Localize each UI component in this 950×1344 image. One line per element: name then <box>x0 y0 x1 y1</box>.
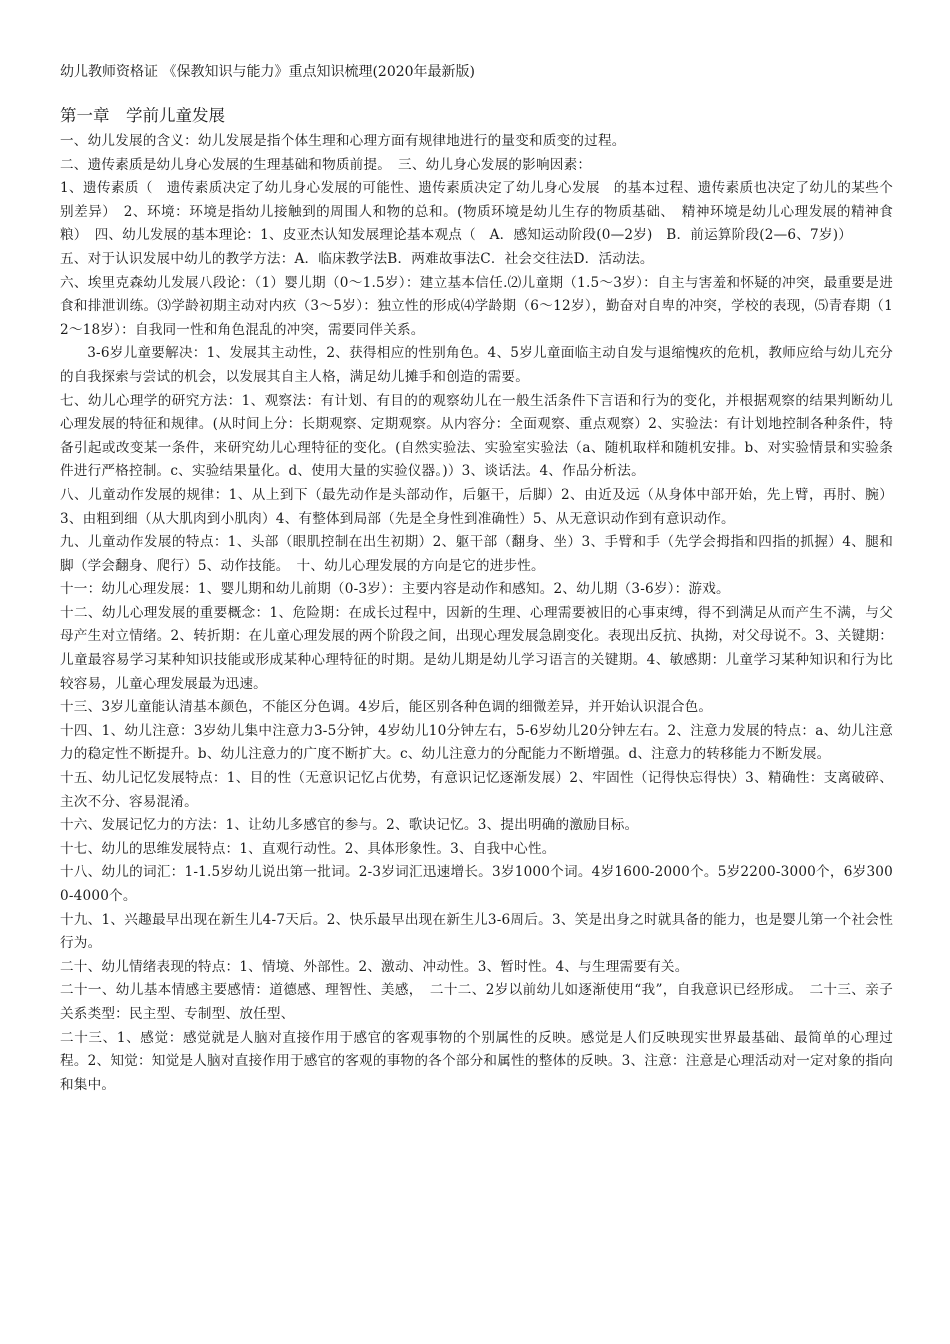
paragraph: 1、遗传素质（ 遗传素质决定了幼儿身心发展的可能性、遗传素质决定了幼儿身心发展 的基本过程、遗传素质也决定了幼儿的某些个别差异） 2、环境：环境是指幼儿接触到的周围人和物的总和。(物质环境是幼儿生存的物质基础、 精神环境是幼儿心理发展的精神食粮） 四、幼儿发展的基本理论：1、皮亚杰认知发展理论基本观点（ A．感知运动阶段(0—2岁) B．前运算阶段(2—6、7岁)） <box>60 180 893 244</box>
paragraph: 一、幼儿发展的含义：幼儿发展是指个体生理和心理方面有规律地进行的量变和质变的过程。 <box>60 133 626 149</box>
paragraph: 二、遗传素质是幼儿身心发展的生理基础和物质前提。 三、幼儿身心发展的影响因素： <box>60 156 592 173</box>
paragraph: 十三、3岁儿童能认清基本颜色，不能区分色调。4岁后，能区别各种色调的细微差异，并开始认识混合色。 <box>60 699 713 716</box>
paragraph: 十六、发展记忆力的方法：1、让幼儿多感官的参与。2、歌诀记忆。3、提出明确的激励目标。 <box>60 817 639 834</box>
paragraph: 十九、1、兴趣最早出现在新生儿4-7天后。2、快乐最早出现在新生儿3-6周后。3、笑是出身之时就具备的能力，也是婴儿第一个社会性行为。 <box>60 911 893 952</box>
chapter-heading: 第一章 学前儿童发展 <box>60 106 225 125</box>
paragraph: 六、埃里克森幼儿发展八段论：（1）婴儿期（0～1.5岁）：建立基本信任.⑵儿童期（1.5～3岁）：自主与害羞和怀疑的冲突，最重要是进食和排泄训练。⑶学龄初期主动对内疚（3～5岁）：独立性的形成⑷学龄期（6～12岁），勤奋对自卑的冲突，学校的表现，⑸青春期（12～18岁）：自我同一性和角色混乱的冲突，需要同伴关系。 <box>60 274 893 338</box>
paragraph: 二十、幼儿情绪表现的特点：1、情境、外部性。2、激动、冲动性。3、暂时性。4、与生理需要有关。 <box>60 958 689 975</box>
paragraph: 二十三、1、感觉：感觉就是人脑对直接作用于感官的客观事物的个别属性的反映。感觉是人们反映现实世界最基础、最简单的心理过程。2、知觉：知觉是人脑对直接作用于感官的客观的事物的各个部分和属性的整体的反映。3、注意：注意是心理活动对一定对象的指向和集中。 <box>60 1029 893 1093</box>
paragraph: 十二、幼儿心理发展的重要概念：1、危险期：在成长过程中，因新的生理、心理需要被旧的心事束缚，得不到满足从而产生不满，与父母产生对立情绪。2、转折期：在儿童心理发展的两个阶段之间，出现心理发展急剧变化。表现出反抗、执拗，对父母说不。3、关键期：儿童最容易学习某种知识技能或形成某种心理特征的时期。是幼儿期是幼儿学习语言的关键期。4、敏感期：儿童学习某种知识和行为比较容易，儿童心理发展最为迅速。 <box>60 604 893 692</box>
paragraph: 十一：幼儿心理发展：1、婴儿期和幼儿前期（0-3岁）：主要内容是动作和感知。2、幼儿期（3-6岁）：游戏。 <box>60 581 730 598</box>
paragraph: 3-6岁儿童要解决：1、发展其主动性，2、获得相应的性别角色。4、5岁儿童面临主动自发与退缩愧疚的危机，教师应给与幼儿充分的自我探索与尝试的机会，以发展其自主人格，满足幼儿摊手和创造的需要。 <box>60 345 893 385</box>
paragraph: 二十一、幼儿基本情感主要感情：道德感、理智性、美感， 二十二、2岁以前幼儿如逐渐使用“我”，自我意识已经形成。 二十三、亲子关系类型：民主型、专制型、放任型、 <box>60 982 893 1022</box>
paragraph: 十八、幼儿的词汇：1-1.5岁幼儿说出第一批词。2-3岁词汇迅速增长。3岁1000个词。4岁1600-2000个。5岁2200-3000个，6岁3000-4000个。 <box>60 864 893 904</box>
paragraph: 九、儿童动作发展的特点：1、头部（眼肌控制在出生初期）2、躯干部（翻身、坐）3、手臂和手（先学会拇指和四指的抓握）4、腿和脚（学会翻身、爬行）5、动作技能。 十、幼儿心理发展的方向是它的进步性。 <box>60 534 893 574</box>
paragraph: 十七、幼儿的思维发展特点：1、直观行动性。2、具体形象性。3、自我中心性。 <box>60 840 556 857</box>
document-title: 幼儿教师资格证 《保教知识与能力》重点知识梳理(2020年最新版) <box>60 64 476 80</box>
paragraph: 十四、1、幼儿注意：3岁幼儿集中注意力3-5分钟，4岁幼儿10分钟左右，5-6岁幼儿20分钟左右。2、注意力发展的特点：a、幼儿注意力的稳定性不断提升。b、幼儿注意力的广度不断扩大。c、幼儿注意力的分配能力不断增强。d、注意力的转移能力不断发展。 <box>60 722 893 763</box>
paragraph: 七、幼儿心理学的研究方法：1、观察法：有计划、有目的的观察幼儿在一般生活条件下言语和行为的变化，并根据观察的结果判断幼儿心理发展的特征和规律。(从时间上分：长期观察、定期观察。从内容分：全面观察、重点观察）2、实验法：有计划地控制各种条件，特备引起或改变某一条件，来研究幼儿心理特征的变化。(自然实验法、实验室实验法（a、随机取样和随机安排。b、对实验情景和实验条件进行严格控制。c、实验结果量化。d、使用大量的实验仪器。)）3、谈话法。4、作品分析法。 <box>60 392 893 480</box>
paragraph: 五、对于认识发展中幼儿的教学方法：A．临床教学法B．两难故事法C．社会交往法D．活动法。 <box>60 250 654 267</box>
paragraph: 十五、幼儿记忆发展特点：1、目的性（无意识记忆占优势，有意识记忆逐渐发展）2、牢固性（记得快忘得快）3、精确性：支离破碎、主次不分、容易混淆。 <box>60 770 893 810</box>
paragraph: 八、儿童动作发展的规律：1、从上到下（最先动作是头部动作，后躯干，后脚）2、由近及远（从身体中部开始，先上臂，再肘、腕）3、由粗到细（从大肌肉到小肌肉）4、有整体到局部（先是全身性到准确性）5、从无意识动作到有意识动作。 <box>60 486 893 527</box>
